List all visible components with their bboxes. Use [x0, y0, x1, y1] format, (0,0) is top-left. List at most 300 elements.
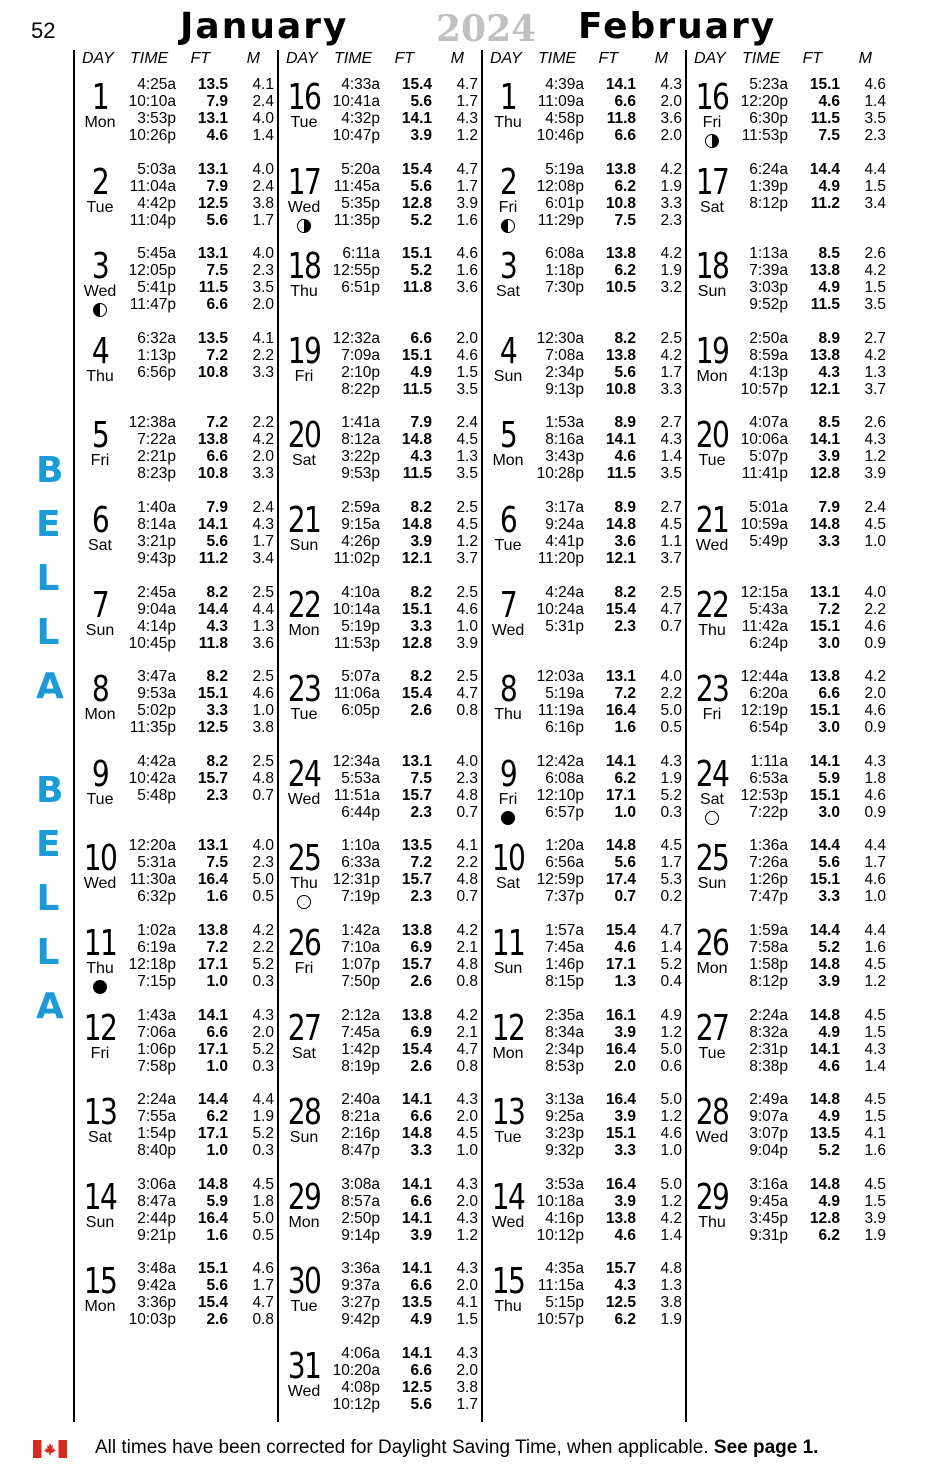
tide-time: 9:21p [137, 1226, 176, 1244]
day-entry [688, 330, 892, 414]
tide-row [124, 719, 280, 736]
tide-height-ft: 3.9 [410, 533, 432, 550]
tide-time: 1:46p [545, 956, 584, 973]
header-m: M [246, 50, 260, 67]
tide-row [328, 1260, 484, 1277]
tide-time: 7:09a [341, 346, 380, 364]
tide-height-ft: 15.4 [401, 76, 432, 93]
tide-height-m: 1.7 [660, 363, 682, 381]
tide-height-ft: 13.5 [197, 76, 228, 93]
tide-height-ft: 4.6 [614, 1226, 636, 1244]
tide-height-ft: 7.5 [614, 211, 636, 229]
tide-height-m: 0.7 [456, 803, 478, 821]
tide-row [736, 178, 892, 195]
header-m: M [450, 50, 464, 67]
last-moon-icon [93, 303, 107, 317]
day-entry [688, 1007, 892, 1091]
header-time: TIME [742, 50, 781, 67]
tide-time: 9:24a [545, 516, 584, 533]
tide-height-ft: 4.9 [818, 1192, 840, 1210]
tide-row [124, 1294, 280, 1311]
tide-height-m: 0.9 [864, 719, 886, 737]
day-entry [484, 1176, 688, 1260]
tide-height-ft: 14.1 [197, 1006, 228, 1024]
tide-height-ft: 14.4 [809, 160, 840, 178]
tide-list [124, 245, 280, 313]
tide-time: 3:36p [137, 1294, 176, 1312]
tide-list [532, 922, 688, 990]
tide-row [124, 854, 280, 871]
tide-time: 11:19a [537, 702, 584, 720]
tide-height-m: 1.3 [864, 363, 886, 381]
tide-row [328, 854, 484, 871]
day-number: 11 [83, 923, 117, 964]
tide-row [532, 719, 688, 736]
tide-row [328, 922, 484, 939]
day-name: Tue [86, 198, 114, 216]
tide-row [736, 330, 892, 347]
tide-row [328, 1193, 484, 1210]
tide-height-ft: 15.7 [401, 786, 432, 804]
header-ft: FT [394, 50, 414, 67]
tide-row [532, 1007, 688, 1024]
tide-height-m: 4.4 [864, 837, 886, 855]
tide-list [532, 1007, 688, 1075]
tide-height-ft: 11.5 [810, 296, 840, 314]
tide-row [736, 195, 892, 212]
tide-list [532, 414, 688, 482]
tide-time: 6:24p [749, 634, 788, 652]
tide-height-ft: 7.5 [206, 854, 228, 872]
day-entry [484, 161, 688, 245]
tide-height-ft: 3.9 [410, 127, 432, 144]
tide-time: 2:31p [749, 1040, 788, 1058]
tide-list [328, 1260, 484, 1328]
tide-height-m: 2.2 [456, 854, 478, 872]
tide-row [532, 1142, 688, 1159]
tide-height-ft: 15.1 [605, 1125, 636, 1143]
day-entry [484, 499, 688, 583]
tide-list [328, 1007, 484, 1075]
tide-height-m: 4.8 [252, 769, 274, 787]
tide-time: 1:26p [749, 871, 788, 889]
day-name: Fri [294, 960, 314, 977]
tide-height-ft: 5.9 [818, 769, 840, 787]
tide-height-m: 4.3 [456, 110, 478, 127]
tide-row [532, 770, 688, 787]
tide-row [532, 804, 688, 821]
tide-row [532, 1058, 688, 1075]
tide-time: 11:53p [741, 127, 788, 144]
tide-height-m: 2.6 [864, 245, 886, 263]
tide-height-ft: 5.6 [410, 1396, 432, 1413]
tide-height-ft: 6.6 [206, 1023, 228, 1041]
tide-time: 9:07a [749, 1108, 788, 1126]
tide-height-m: 5.2 [660, 956, 682, 973]
tide-height-ft: 6.2 [206, 1108, 228, 1126]
tide-height-m: 4.5 [660, 516, 682, 533]
tide-height-ft: 5.2 [410, 262, 432, 280]
tide-height-m: 3.5 [456, 380, 478, 398]
location-letter: E [36, 504, 61, 545]
tide-time: 6:57p [545, 803, 584, 821]
tide-height-m: 4.3 [456, 1260, 478, 1278]
tide-height-ft: 12.8 [809, 465, 840, 483]
tide-height-m: 3.6 [660, 110, 682, 127]
tide-time: 10:12p [536, 1226, 584, 1244]
tide-row [532, 127, 688, 144]
tide-height-ft: 2.3 [614, 617, 636, 635]
day-number: 24 [287, 753, 321, 795]
tide-row [328, 212, 484, 229]
tide-row [124, 279, 280, 296]
tide-time: 3:53p [137, 110, 176, 127]
tide-row [328, 76, 484, 93]
tide-height-ft: 14.1 [809, 752, 840, 770]
tide-height-ft: 14.1 [401, 1091, 432, 1109]
tide-height-m: 1.9 [660, 177, 682, 195]
tide-height-ft: 5.6 [614, 854, 636, 872]
tide-list [736, 1007, 892, 1075]
tide-height-ft: 7.5 [206, 262, 228, 280]
tide-time: 8:53p [545, 1057, 584, 1075]
tide-height-ft: 15.4 [401, 685, 432, 703]
tide-time: 4:06a [341, 1345, 380, 1362]
tide-height-m: 1.2 [456, 1226, 478, 1244]
day-entry [688, 499, 892, 583]
day-name: Sat [87, 1129, 112, 1147]
tide-row [532, 76, 688, 93]
header-ft: FT [598, 50, 618, 67]
day-name: Thu [290, 875, 318, 893]
tide-height-ft: 7.9 [206, 177, 228, 195]
tide-height-m: 2.1 [456, 939, 478, 956]
location-letter: L [36, 878, 60, 919]
day-name: Wed [287, 790, 321, 808]
tide-time: 11:35p [333, 211, 380, 229]
tide-time: 7:58a [749, 939, 788, 956]
tide-height-ft: 1.6 [614, 719, 636, 737]
tide-height-ft: 11.8 [606, 110, 636, 127]
tide-height-m: 3.9 [456, 634, 478, 652]
tide-row [124, 1091, 280, 1108]
tide-row [532, 262, 688, 279]
tide-row [736, 431, 892, 448]
tide-height-ft: 16.4 [605, 1040, 636, 1058]
tide-row [124, 956, 280, 973]
tide-row [736, 533, 892, 550]
tide-height-m: 1.5 [864, 1023, 886, 1041]
day-entry [280, 922, 484, 1006]
tide-height-m: 2.5 [456, 583, 478, 601]
tide-height-ft: 17.1 [197, 956, 228, 973]
tide-height-m: 2.0 [456, 1192, 478, 1210]
tide-time: 1:53a [545, 414, 584, 432]
tide-list [124, 161, 280, 229]
tide-list [124, 668, 280, 736]
tide-height-m: 4.7 [456, 685, 478, 703]
tide-time: 11:15a [537, 1277, 584, 1295]
tide-time: 4:13p [749, 363, 788, 381]
tide-time: 8:47p [341, 1142, 380, 1160]
tide-time: 4:14p [137, 617, 176, 635]
tide-time: 5:19p [341, 617, 380, 635]
tide-height-ft: 7.2 [206, 939, 228, 956]
tide-time: 7:30p [545, 279, 584, 297]
tide-height-ft: 8.2 [410, 583, 432, 601]
day-name: Wed [83, 283, 117, 301]
tide-height-m: 4.4 [864, 922, 886, 939]
day-entry [484, 1007, 688, 1091]
tide-height-m: 1.7 [864, 854, 886, 872]
tide-height-ft: 6.6 [410, 1362, 432, 1379]
tide-row [328, 871, 484, 888]
tide-height-ft: 11.5 [402, 380, 432, 398]
column-header [688, 50, 892, 70]
tide-height-ft: 13.8 [401, 1006, 432, 1024]
tide-height-ft: 15.1 [401, 600, 432, 618]
see-page-link[interactable]: See page 1. [713, 1437, 819, 1458]
tide-row [124, 330, 280, 347]
tide-height-m: 0.2 [660, 888, 682, 906]
tide-height-ft: 13.8 [197, 922, 228, 939]
tide-time: 10:18a [536, 1192, 584, 1210]
tide-time: 4:24a [545, 583, 584, 601]
day-number: 7 [499, 584, 517, 626]
tide-height-ft: 4.6 [206, 127, 228, 144]
tide-row [736, 1108, 892, 1125]
tide-height-ft: 2.3 [410, 888, 432, 906]
tide-row [532, 1041, 688, 1058]
tide-row [124, 601, 280, 618]
tide-height-m: 4.5 [864, 956, 886, 973]
tide-height-m: 4.3 [456, 1091, 478, 1109]
tide-height-m: 4.1 [456, 837, 478, 855]
tide-time: 6:16p [545, 719, 584, 737]
tide-list [328, 330, 484, 398]
tide-time: 9:42p [341, 1311, 380, 1329]
day-number: 28 [287, 1092, 321, 1134]
tide-list [124, 499, 280, 567]
tide-time: 1:13p [137, 346, 176, 364]
tide-row [124, 195, 280, 212]
tide-height-ft: 14.8 [401, 1125, 432, 1143]
day-entry [76, 922, 280, 1006]
day-number: 17 [695, 161, 729, 203]
tide-height-ft: 7.2 [614, 685, 636, 703]
tide-height-m: 3.7 [864, 380, 886, 398]
tide-height-ft: 14.1 [197, 516, 228, 533]
tide-time: 8:15p [545, 973, 584, 990]
tide-column [280, 50, 484, 1422]
tide-time: 1:42a [341, 922, 380, 939]
tide-row [328, 1311, 484, 1328]
tide-row [124, 1260, 280, 1277]
tide-row [328, 262, 484, 279]
tide-row [736, 1041, 892, 1058]
day-number: 21 [695, 500, 729, 541]
tide-height-ft: 4.9 [818, 1023, 840, 1041]
tide-time: 7:08a [545, 346, 584, 364]
tide-height-ft: 7.9 [206, 93, 228, 110]
tide-time: 8:21a [341, 1108, 380, 1126]
tide-list [124, 1007, 280, 1075]
tide-row [736, 973, 892, 990]
tide-time: 5:07p [749, 448, 788, 466]
tide-time: 8:22p [341, 380, 380, 398]
tide-row [124, 76, 280, 93]
new-moon-icon [501, 811, 515, 825]
tide-list [736, 668, 892, 736]
tide-height-m: 3.9 [864, 465, 886, 483]
tide-height-m: 3.6 [456, 279, 478, 297]
tide-time: 12:03a [536, 668, 584, 686]
column-header [76, 50, 280, 70]
tide-height-ft: 15.1 [809, 617, 840, 635]
tide-height-m: 2.0 [252, 1023, 274, 1041]
tide-height-ft: 3.9 [818, 973, 840, 990]
day-name: Sat [87, 537, 112, 554]
day-entry [76, 245, 280, 329]
tide-time: 6:56p [137, 363, 176, 381]
tide-row [532, 448, 688, 465]
tide-time: 5:31a [137, 854, 176, 872]
tide-time: 10:26p [128, 127, 176, 144]
tide-time: 2:21p [137, 448, 176, 466]
tide-time: 9:32p [545, 1142, 584, 1160]
tide-row [328, 837, 484, 854]
tide-height-ft: 13.5 [401, 837, 432, 855]
tide-list [328, 161, 484, 229]
tide-time: 5:02p [137, 702, 176, 720]
tide-time: 10:10a [128, 93, 176, 110]
tide-row [124, 533, 280, 550]
last-moon-icon [501, 219, 515, 233]
tide-height-m: 4.5 [864, 516, 886, 533]
tide-time: 7:45a [545, 939, 584, 956]
day-number: 4 [499, 330, 517, 372]
month-title-january: January [180, 6, 349, 47]
tide-height-ft: 4.6 [614, 448, 636, 466]
tide-time: 2:45a [137, 583, 176, 601]
tide-height-m: 5.0 [660, 1091, 682, 1109]
tide-height-m: 0.7 [252, 786, 274, 804]
tide-row [532, 279, 688, 296]
day-number: 17 [287, 161, 321, 203]
day-number: 5 [499, 415, 517, 457]
tide-time: 5:53a [341, 769, 380, 787]
tide-height-ft: 8.9 [614, 414, 636, 432]
tide-height-ft: 15.1 [197, 685, 228, 703]
day-entry [76, 1007, 280, 1091]
tide-height-m: 5.0 [660, 702, 682, 720]
tide-time: 8:23p [137, 465, 176, 483]
tide-height-ft: 12.1 [605, 550, 636, 567]
tide-height-ft: 15.4 [605, 600, 636, 618]
day-name: Fri [702, 114, 722, 131]
tide-row [328, 601, 484, 618]
tide-time: 7:22a [137, 431, 176, 449]
tide-height-ft: 11.5 [606, 465, 636, 483]
tide-row [328, 1396, 484, 1413]
tide-list [328, 499, 484, 567]
day-name: Mon [492, 452, 524, 470]
tide-height-m: 4.5 [456, 1125, 478, 1143]
tide-row [532, 1260, 688, 1277]
tide-height-ft: 7.9 [818, 499, 840, 516]
tide-time: 6:30p [749, 110, 788, 127]
tide-time: 9:04p [749, 1142, 788, 1160]
tide-time: 1:59a [749, 922, 788, 939]
tide-height-ft: 2.3 [410, 803, 432, 821]
tide-height-ft: 14.1 [401, 1209, 432, 1227]
day-name: Sun [697, 875, 727, 893]
tide-height-ft: 14.1 [605, 76, 636, 93]
tide-row [328, 1091, 484, 1108]
tide-row [124, 1210, 280, 1227]
tide-row [736, 1125, 892, 1142]
tide-row [532, 854, 688, 871]
day-name: Sun [493, 367, 523, 385]
tide-height-m: 4.3 [660, 431, 682, 449]
tide-row [532, 584, 688, 601]
tide-height-ft: 17.1 [197, 1125, 228, 1143]
tide-list [736, 76, 892, 144]
tide-time: 9:31p [749, 1226, 788, 1244]
tide-height-ft: 8.2 [206, 668, 228, 686]
tide-row [532, 601, 688, 618]
day-number: 18 [287, 246, 321, 288]
tide-row [124, 347, 280, 364]
tide-row [328, 1277, 484, 1294]
day-entry [76, 668, 280, 752]
tide-height-ft: 5.6 [410, 177, 432, 195]
tide-height-ft: 5.6 [410, 93, 432, 110]
tide-time: 7:50p [341, 973, 380, 990]
tide-row [328, 888, 484, 905]
day-number: 16 [695, 77, 729, 118]
tide-height-ft: 6.6 [410, 1192, 432, 1210]
tide-height-ft: 1.6 [206, 1226, 228, 1244]
tide-height-ft: 4.9 [818, 177, 840, 195]
day-entry [280, 1345, 484, 1429]
tide-time: 1:39p [749, 177, 788, 195]
tide-height-m: 1.5 [456, 363, 478, 381]
tide-height-ft: 5.2 [410, 211, 432, 229]
tide-height-m: 2.0 [456, 329, 478, 347]
column-divider [73, 50, 75, 1422]
tide-row [736, 702, 892, 719]
tide-height-ft: 7.9 [410, 414, 432, 432]
tide-height-m: 4.7 [456, 76, 478, 93]
tide-time: 10:57p [536, 1311, 584, 1329]
day-name: Thu [86, 367, 114, 385]
tide-time: 8:19p [341, 1057, 380, 1075]
tide-time: 6:33a [341, 854, 380, 872]
tide-time: 5:15p [545, 1294, 584, 1312]
tide-height-ft: 8.2 [410, 499, 432, 516]
tide-height-m: 2.5 [456, 668, 478, 686]
tide-row [124, 465, 280, 482]
tide-height-m: 4.2 [660, 245, 682, 263]
tide-height-ft: 8.2 [410, 668, 432, 686]
tide-height-m: 4.7 [252, 1294, 274, 1312]
tide-time: 11:42a [741, 617, 788, 635]
tide-height-m: 1.2 [660, 1023, 682, 1041]
tide-height-m: 1.3 [252, 617, 274, 635]
tide-time: 6:32p [137, 888, 176, 906]
tide-list [124, 76, 280, 144]
